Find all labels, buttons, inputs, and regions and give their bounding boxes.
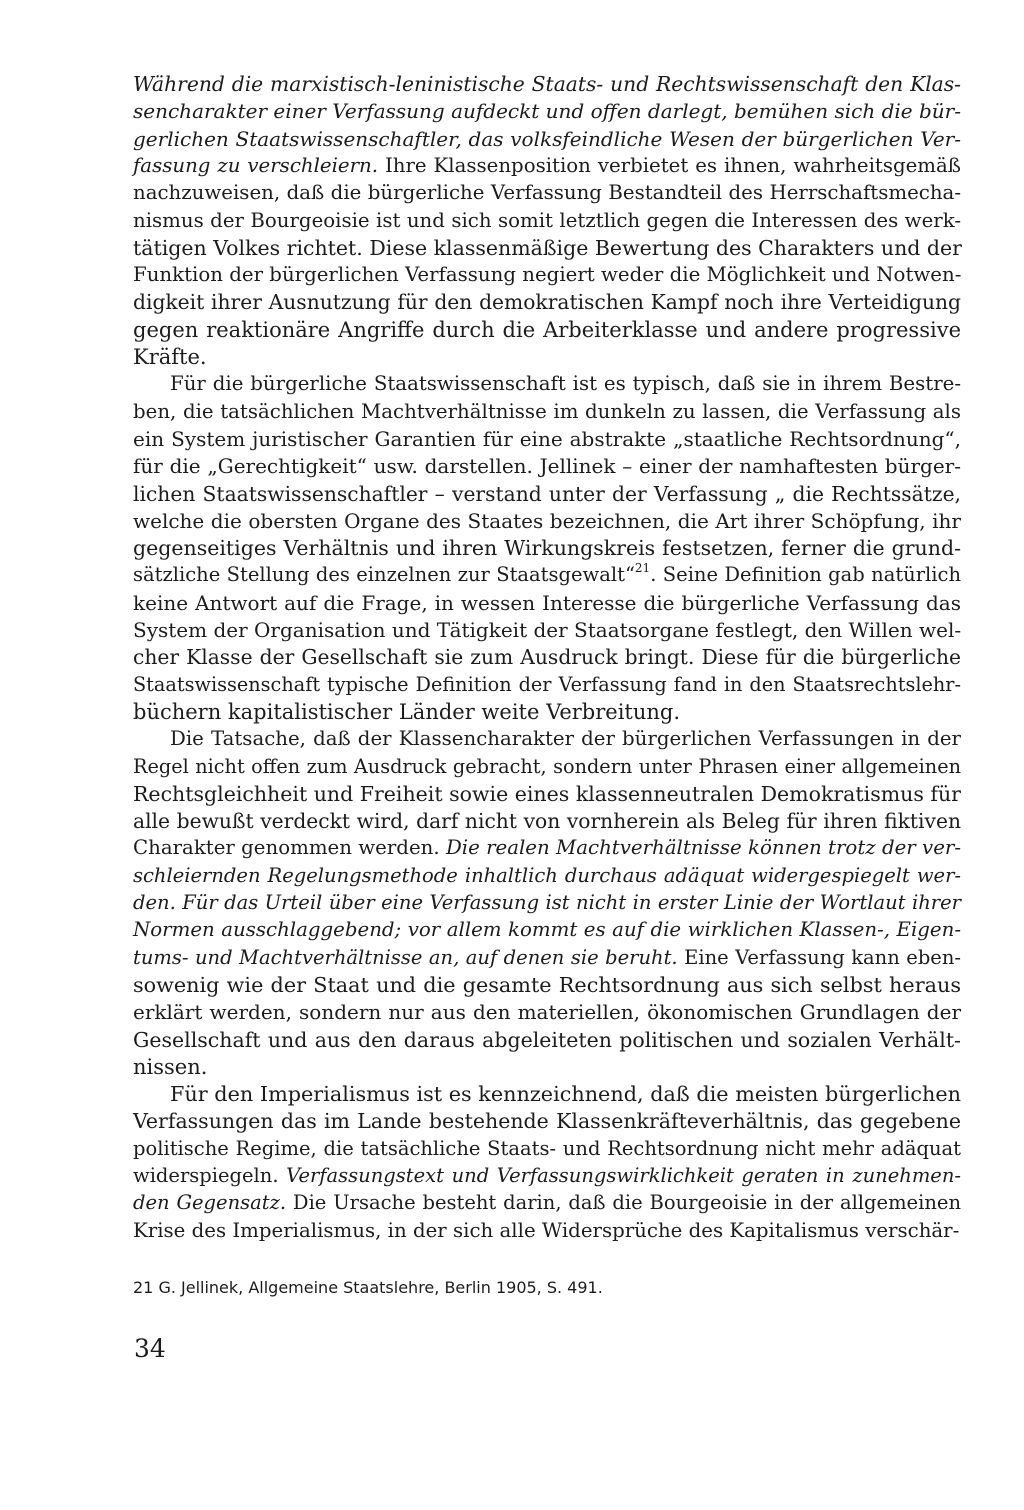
text-run: Rechtsgleichheit und Freiheit sowie eines klassenneutralen Demokratismus für [133,781,961,806]
italic-text: tums- und Machtverhältnisse an, auf denen sie beruht. [133,945,678,969]
text-run: politische Regime, die tatsächliche Staats- und Rechtsordnung nicht mehr adäquat [133,1136,961,1160]
italic-text: gerlichen Staatswissenschaftler, das volksfeindliche Wesen der bürgerlichen Ver- [133,126,961,151]
text-run: gegen reaktionäre Angriffe durch die Arbeiterklasse und andere progressive [133,317,961,342]
text-line [133,807,961,835]
text-line [133,534,961,562]
italic-text: Während die marxistisch-leninistische Staats- und Rechtswissenschaft den Klas- [133,72,961,96]
text-run: erklärt werden, sondern nur aus den materiellen, ökonomischen Grundlagen der [133,1000,961,1025]
text-line [133,780,961,808]
text-run: Für die bürgerliche Staatswissenschaft ist es typisch, daß sie in ihrem Bestre- [170,372,961,396]
italic-text: den. Für das Urteil über eine Verfassung ist nicht in erster Linie der Wortlaut ihrer [133,891,961,914]
text-line [133,589,961,617]
text-line [133,561,961,589]
text-line [133,398,961,426]
text-run: Ihre Klassenposition verbietet es ihnen, wahrheitsgemäß [378,153,961,177]
text-run: Charakter genommen werden. [133,836,446,860]
italic-text: Normen ausschlaggebend; vor allem kommt es auf die wirklichen Klassen-, Eigen- [133,918,961,942]
text-run: Eine Verfassung kann eben- [677,945,961,969]
text-run: Gesellschaft und aus den daraus abgeleiteten politischen und sozialen Verhält- [133,1027,961,1052]
text-line [133,288,961,316]
text-line [133,698,961,726]
italic-text: schleiernden Regelungsmethode inhaltlich durchaus adäquat widergespiegelt wer- [133,863,961,887]
text-line [133,971,961,999]
text-run: nismus der Bourgeoisie ist und sich somit letztlich gegen die Interessen des werk- [133,208,961,232]
text-run: System der Organisation und Tätigkeit der Staatsorgane festlegt, den Willen wel- [133,618,962,642]
text-line [133,261,961,289]
text-line [133,889,961,917]
text-line [170,1080,961,1108]
text-run: widerspiegeln. [133,1164,287,1187]
text-run: Regel nicht offen zum Ausdruck gebracht, sondern unter Phrasen einer allgemeinen [133,754,961,778]
text-run: Für den Imperialismus ist es kennzeichnend, daß die meisten bürgerlichen [170,1082,961,1107]
text-line [133,944,961,972]
text-run: ben, die tatsächlichen Machtverhältnisse im dunkeln zu lassen, die Verfassung als [133,399,961,423]
text-run: gegenseitiges Verhältnis und ihren Wirkungskreis festsetzen, ferner die grund- [133,536,961,561]
footnote-reference: 21 [634,561,651,576]
text-line [170,370,961,398]
footnote: 21 G. Jellinek, Allgemeine Staatslehre, Berlin 1905, S. 491. [133,1278,603,1297]
text-line [133,507,961,535]
text-line [133,1053,961,1081]
text-run: keine Antwort auf die Frage, in wessen Interesse die bürgerliche Verfassung das [133,590,961,615]
text-line [133,1107,961,1135]
italic-text: Verfassungstext und Verfassungswirklichkeit geraten in zunehmen- [286,1164,961,1187]
text-run: nachzuweisen, daß die bürgerliche Verfassung Bestandteil des Herrschaftsmecha- [133,181,961,205]
text-run: lichen Staatswissenschaftler – verstand unter der Verfassung „ die Rechtssätze, [133,481,961,506]
text-run: Funktion der bürgerlichen Verfassung negiert weder die Möglichkeit und Notwen- [133,263,962,287]
text-run: sowenig wie der Staat und die gesamte Rechtsordnung aus sich selbst heraus [133,972,961,997]
italic-text: fassung zu verschleiern. [133,153,379,177]
text-run: Die Ursache besteht darin, daß die Bourgeoisie in der allgemeinen [286,1191,961,1215]
text-line [133,1189,961,1217]
text-line [133,452,961,480]
text-run: . Seine Definition gab natürlich [650,563,962,587]
text-line [133,616,961,644]
text-line [133,1217,961,1245]
text-run: nissen. [133,1054,208,1079]
text-run: büchern kapitalistischer Länder weite Verbreitung. [133,699,681,724]
text-line [170,725,961,753]
text-line [133,425,961,453]
italic-text: Die realen Machtverhältnisse können trotz der ver- [445,836,962,860]
text-line [133,753,961,781]
text-run: welche die obersten Organe des Staates bezeichnen, die Art ihrer Schöpfung, ihr [133,508,961,533]
text-run: für die „Gerechtigkeit“ usw. darstellen. Jellinek – einer der namhaftesten bürger- [133,454,961,479]
text-run: Kräfte. [133,345,207,369]
text-line [133,207,961,235]
text-run: Verfassungen das im Lande bestehende Klassenkräfteverhältnis, das gegebene [133,1109,961,1134]
text-line [133,1026,961,1054]
text-run: Krise des Imperialismus, in der sich alle Widersprüche des Kapitalismus verschär- [133,1218,960,1242]
text-line [133,671,961,699]
text-line [133,343,961,371]
text-run: sätzliche Stellung des einzelnen zur Staatsgewalt“ [133,563,635,587]
text-run: ein System juristischer Garantien für eine abstrakte „staatliche Rechtsordnung“, [133,426,961,451]
text-line [133,916,961,944]
text-run: tätigen Volkes richtet. Diese klassenmäßige Bewertung des Charakters und der [133,235,962,260]
text-line [133,643,961,671]
text-line [133,97,961,125]
text-line [133,480,961,508]
italic-text: sencharakter einer Verfassung aufdeckt und offen darlegt, bemühen sich die bür- [133,99,961,124]
text-line [133,152,961,180]
text-line [133,862,961,890]
text-run: digkeit ihrer Ausnutzung für den demokratischen Kampf noch ihre Verteidigung [133,290,961,315]
text-run: alle bewußt verdeckt wird, darf nicht von vornherein als Beleg für ihren fiktiven [133,809,961,834]
text-line [133,998,961,1026]
text-line [133,834,961,862]
text-run: Staatswissenschaft typische Definition der Verfassung fand in den Staatsrechtslehr- [133,672,961,696]
text-run: cher Klasse der Gesellschaft sie zum Ausdruck bringt. Diese für die bürgerliche [133,645,961,670]
text-line [133,125,961,153]
page-number: 34 [134,1334,166,1363]
text-run: Die Tatsache, daß der Klassencharakter der bürgerlichen Verfassungen in der [170,727,961,751]
text-line [133,179,961,207]
text-line [133,1135,961,1163]
text-line [133,70,961,98]
italic-text: den Gegensatz. [133,1191,287,1215]
text-line [133,1162,961,1190]
text-line [133,234,961,262]
text-line [133,316,961,344]
